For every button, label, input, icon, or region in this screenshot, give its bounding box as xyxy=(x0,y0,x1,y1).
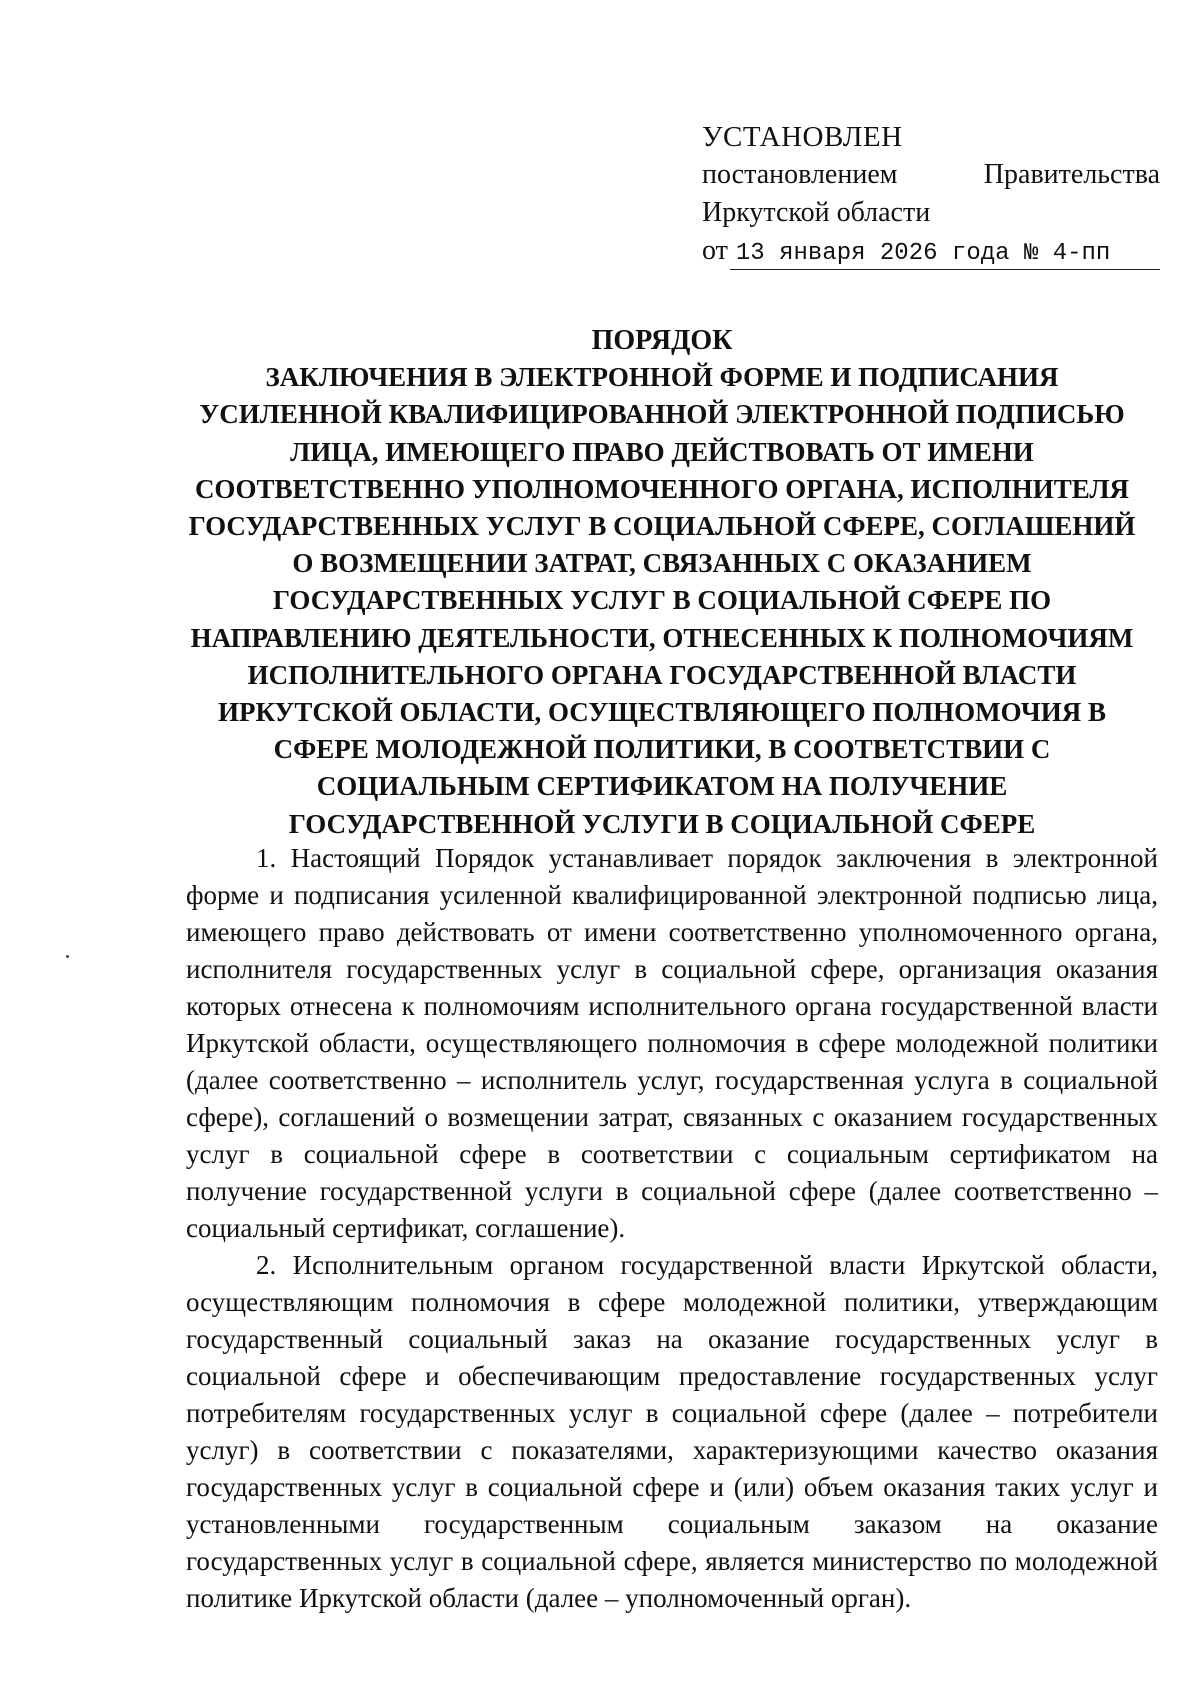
approval-block xyxy=(702,118,1160,270)
approval-line-2-left: постановлением xyxy=(702,159,898,190)
approval-line-2-right: Правительства xyxy=(983,159,1160,190)
paragraph-2: 2. Исполнительным органом государственной власти Иркутской области, осуществляющим полномочия в сфере молодежной политики, утверждающим государственный социальный заказ на оказание государственных услуг в социальной сфере и обеспечивающим предоставление государственных услуг потребителям государственных услуг в социальной сфере (далее – потребители услуг) в соответствии с показателями, характеризующими качество оказания государственных услуг в социальной сфере и (или) объем оказания таких услуг и установленными государственным социальным заказом на оказание государственных услуг в социальной сфере, является министерство по молодежной политике Иркутской области (далее – уполномоченный орган). xyxy=(186,1250,1158,1613)
document-subtitle: ЗАКЛЮЧЕНИЯ В ЭЛЕКТРОННОЙ ФОРМЕ И ПОДПИСАНИЯ УСИЛЕННОЙ КВАЛИФИЦИРОВАННОЙ ЭЛЕКТРОННОЙ ПОДПИСЬЮ ЛИЦА, ИМЕЮЩЕГО ПРАВО ДЕЙСТВОВАТЬ ОТ ИМЕНИ СООТВЕТСТВЕННО УПОЛНОМОЧЕННОГО ОРГАНА, ИСПОЛНИТЕЛЯ ГОСУДАРСТВЕННЫХ УСЛУГ В СОЦИАЛЬНОЙ СФЕРЕ, СОГЛАШЕНИЙ О ВОЗМЕЩЕНИИ ЗАТРАТ, СВЯЗАННЫХ С ОКАЗАНИЕМ ГОСУДАРСТВЕННЫХ УСЛУГ В СОЦИАЛЬНОЙ СФЕРЕ ПО НАПРАВЛЕНИЮ ДЕЯТЕЛЬНОСТИ, ОТНЕСЕННЫХ К ПОЛНОМОЧИЯМ ИСПОЛНИТЕЛЬНОГО ОРГАНА ГОСУДАРСТВЕННОЙ ВЛАСТИ ИРКУТСКОЙ ОБЛАСТИ, ОСУЩЕСТВЛЯЮЩЕГО ПОЛНОМОЧИЯ В СФЕРЕ МОЛОДЕЖНОЙ ПОЛИТИКИ, В СООТВЕТСТВИИ С СОЦИАЛЬНЫМ СЕРТИФИКАТОМ НА ПОЛУЧЕНИЕ ГОСУДАРСТВЕННОЙ УСЛУГИ В СОЦИАЛЬНОЙ СФЕРЕ xyxy=(188,362,1136,839)
document-title: ПОРЯДОК xyxy=(591,325,733,356)
approval-date-line xyxy=(702,232,1160,270)
document-body xyxy=(186,840,1158,1617)
approval-date-value: 13 января 2026 года № 4-пп xyxy=(730,239,1160,270)
paragraph-1: 1. Настоящий Порядок устанавливает порядок заключения в электронной форме и подписания усиленной квалифицированной электронной подписью лица, имеющего право действовать от имени соответственно уполномоченного органа, исполнителя государственных услуг в социальной сфере, организация оказания которых отнесена к полномочиям исполнительного органа государственной власти Иркутской области, осуществляющего полномочия в сфере молодежной политики (далее соответственно – исполнитель услуг, государственная услуга в социальной сфере), соглашений о возмещении затрат, связанных с оказанием государственных услуг в социальной сфере в соответствии с социальным сертификатом на получение государственной услуги в социальной сфере (далее соответственно – социальный сертификат, соглашение). xyxy=(186,843,1158,1243)
approval-line-2 xyxy=(702,156,1160,194)
document-heading xyxy=(176,322,1148,843)
approval-title: УСТАНОВЛЕН xyxy=(702,121,903,153)
scan-speck xyxy=(66,955,69,958)
approval-line-3: Иркутской области xyxy=(702,197,931,228)
approval-date-prefix: от xyxy=(702,235,728,266)
